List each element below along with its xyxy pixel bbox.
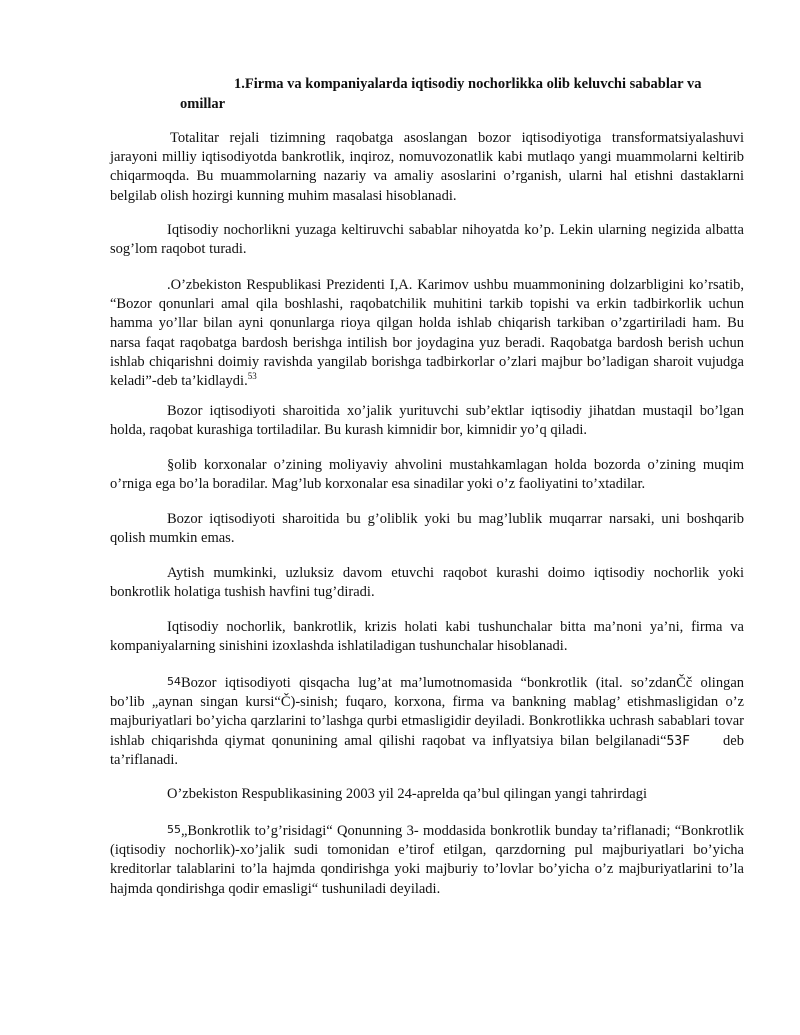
paragraph-7: Aytish mumkinki, uzluksiz davom etuvchi raqobot kurashi doimo iqtisodiy nochorlik yoki bonkrotlik holatiga tushish havfini tug’diradi. [110,565,744,601]
heading-number: 1. [234,76,245,92]
paragraph-5: §olib korxonalar o’zining moliyaviy ahvolini mustahkamlagan holda bozorda o’zining muqim o’rniga ega bo’la boradilar. Mag’lub korxonalar esa sinadilar yoki o’z faoliyatini to’xtadilar. [110,457,744,493]
paragraph-11-text: „Bonkrotlik to’g’risidagi“ Qonunning 3- moddasida bonkrotlik bunday ta’riflanadi; “Bonkrotlik (iqtisodiy nochorlik)-xo’jalik sudi tomonidan e’tirof etilgan, qarzdorning pul majburiyatlari bo’yicha kreditorlar talablarini to’la hajmda qondirishga yoki majburiy to’lovlar bo’yicha o’z majburiyatlarini to’la hajmda qondirishga qodir emasligi“ tushuniladi deyiladi. [110,823,744,897]
section-heading [180,74,750,114]
paragraph-4: Bozor iqtisodiyoti sharoitida xo’jalik yurituvchi sub’ektlar iqtisodiy jihatdan mustaqil bo’lgan holda, raqobat kurashiga tortiladilar. Bu kurash kimnidir bor, kimnidir yo’q qiladi. [110,403,744,439]
paragraph-9-text-c: deb ta’riflanadi. [110,732,748,768]
paragraph-3 [110,276,744,391]
heading-text-1: Firma va kompaniyalarda iqtisodiy nochorlikka olib keluvchi sabablar va [244,76,702,92]
paragraph-8: Iqtisodiy nochorlik, bankrotlik, krizis holati kabi tushunchalar bitta ma’noni ya’ni, firma va kompaniyalarning sinishini izoxlashda ishlatiladigan tushunchalar hisoblanadi. [110,619,744,655]
paragraph-9-text-a: Bozor iqtisodiyoti qisqacha lug’at ma’lumotnomasida “bonkrotlik (ital. so’zdan [181,675,677,691]
paragraph-10: O’zbekiston Respublikasining 2003 yil 24-aprelda qa’bul qilingan yangi tahrirdagi [167,786,648,802]
footnote-ref-54: 54 [167,675,181,688]
paragraph-3-lead: . [167,277,171,293]
paragraph-1: Totalitar rejali tizimning raqobatga asoslangan bozor iqtisodiyotiga transformatsiyalashuvi jarayoni milliy iqtisodiyotda bankrotlik, inqiroz, nomuvozonatlik kabi mutlaqo yangi muammolarni keltirib chiqarmoqda. Bu muammolarning nazariy va amaliy asoslarini o’rganish, ularni hal etishni dastaklarni belgilab olish hozirgi kunning muhim masalasi hisoblanadi. [110,130,744,204]
paragraph-9-text-b: olingan bo’lib „aynan singan kursi“Č)-sinish; fuqaro, korxona, firma va bankning mablag’ etishmasligidan o’z majburiyatlari bo’yicha qarzlarini to’lashga qurbi etmasligidir deyiladi. Bonkrotlikka uchrash sabablari tovar ishlab chiqarishda qiymat qonunining amal qilishi raqobat va inflyatsiya bilan belgilanadi“ [110,675,745,749]
paragraph-9-code: 53F [666,733,691,749]
heading-line-2: omillar [180,96,226,112]
paragraph-11 [110,820,744,899]
paragraph-2: Iqtisodiy nochorlikni yuzaga keltiruvchi sabablar nihoyatda ko’p. Lekin ularning negizida albatta sog’lom raqobot turadi. [110,222,744,258]
paragraph-9 [110,672,748,770]
footnote-ref-55: 55 [167,823,181,836]
footnote-ref-53: 53 [247,371,257,382]
heading-line-1 [180,74,750,94]
paragraph-9-mark: Čč [676,675,693,691]
paragraph-6: Bozor iqtisodiyoti sharoitida bu g’oliblik yoki bu mag’lublik muqarrar narsaki, uni boshqarib qolish mumkin emas. [110,511,744,547]
paragraph-3-text: O’zbekiston Respublikasi Prezidenti I,A. Karimov ushbu muammonininɡ dolzarbligini ko’rsatib, “Bozor qonunlari amal qila boshlashi, raqobatchilik muhitini tarkib topishi va erkin tadbirkorlik uchun hamma yo’llar bilan ayni qonunlarga rioya qilgan holda ishlab chiqarish tarkiban o’zgartiriladi ham. Bu narsa faqat raqobatga bardosh berishga intilish bor joydagina yuz beradi. Raqobatga bardosh berish uchun ishlab chiqarishni doimiy ravishda yangilab borishga tadbirkorlar o’zlari majbur bo’ladigan sharoit vujudga keladi”-deb ta’kidlaydi. [110,277,744,390]
